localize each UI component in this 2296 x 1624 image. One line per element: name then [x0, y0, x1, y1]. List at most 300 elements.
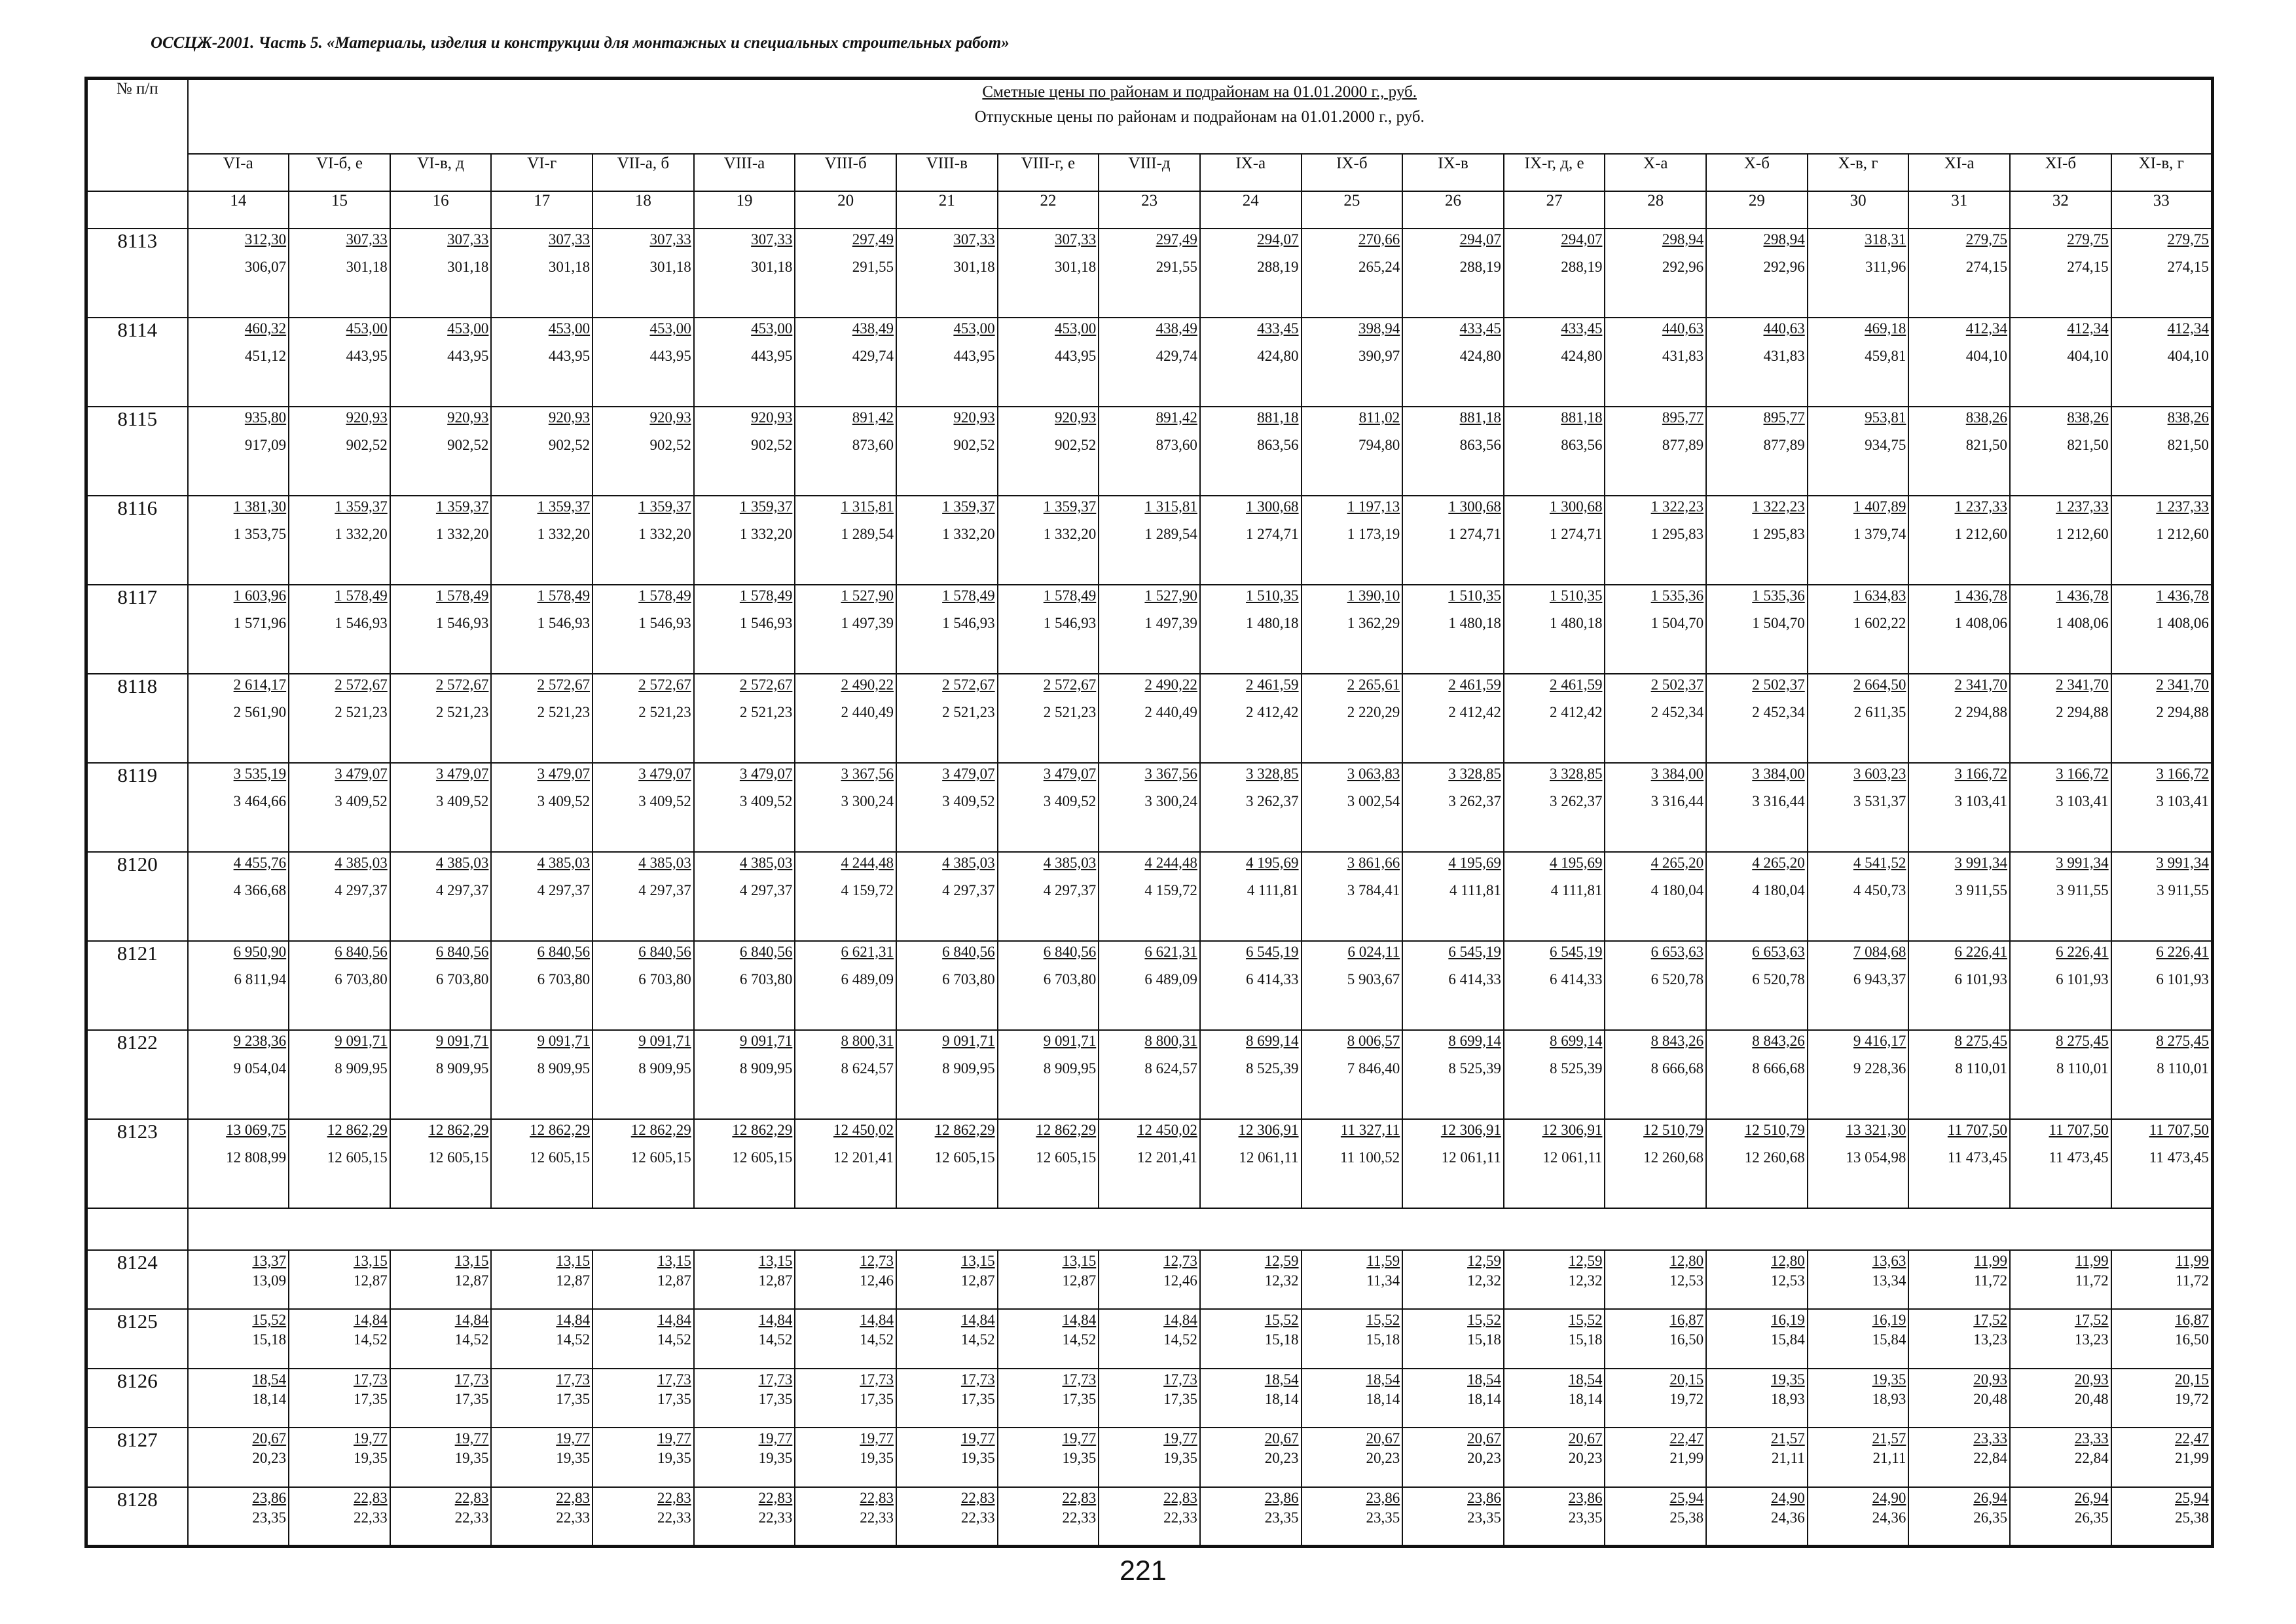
estimate-price: 9 091,71: [942, 1032, 995, 1049]
row-number: 8123: [86, 1119, 188, 1208]
release-price: 6 703,80: [537, 970, 591, 987]
estimate-price: 6 653,63: [1752, 943, 1805, 960]
price-cell: [289, 318, 390, 407]
estimate-price: 895,77: [1662, 409, 1704, 426]
release-price: 443,95: [1055, 347, 1097, 364]
row-number: 8122: [86, 1030, 188, 1119]
estimate-price: 6 840,56: [1043, 943, 1097, 960]
release-price: 17,35: [354, 1390, 388, 1407]
estimate-price: 3 063,83: [1347, 765, 1400, 782]
price-cell: [1605, 1369, 1706, 1428]
price-cell: [1200, 1487, 1302, 1547]
release-price: 8 624,57: [1144, 1060, 1197, 1077]
estimate-price: 19,77: [657, 1430, 691, 1447]
table-row: [86, 229, 2213, 318]
estimate-price: 8 800,31: [841, 1032, 894, 1049]
price-cell: [592, 1250, 694, 1310]
price-cell: [491, 1119, 592, 1208]
estimate-price: 6 024,11: [1347, 943, 1400, 960]
estimate-price: 438,49: [852, 320, 894, 337]
estimate-price: 1 578,49: [638, 587, 691, 604]
price-cell: [998, 1250, 1099, 1310]
price-cell: [2111, 852, 2213, 941]
release-price: 8 525,39: [1246, 1060, 1299, 1077]
price-cell: [694, 1119, 795, 1208]
price-cell: [1302, 1428, 1403, 1487]
release-price: 15,18: [1366, 1331, 1400, 1348]
price-cell: [1402, 1030, 1504, 1119]
row-number: [86, 1208, 188, 1250]
estimate-price: 920,93: [649, 409, 691, 426]
estimate-price: 12 862,29: [428, 1121, 489, 1138]
price-cell: [592, 1369, 694, 1428]
column-number: 22: [998, 191, 1099, 229]
price-cell: [998, 1369, 1099, 1428]
release-price: 6 101,93: [2056, 970, 2109, 987]
price-cell: [1706, 1030, 1808, 1119]
price-cell: [390, 763, 492, 852]
estimate-price: 6 226,41: [2056, 943, 2109, 960]
price-cell: [1706, 585, 1808, 674]
estimate-price: 838,26: [1965, 409, 2008, 426]
estimate-price: 23,86: [252, 1489, 287, 1506]
release-price: 13,23: [2074, 1331, 2109, 1348]
price-cell: [390, 407, 492, 496]
release-price: 22,33: [657, 1509, 691, 1526]
estimate-price: 6 840,56: [942, 943, 995, 960]
price-cell: [491, 318, 592, 407]
estimate-price: 953,81: [1865, 409, 1906, 426]
price-cell: [491, 1309, 592, 1369]
price-cell: [1504, 1428, 1605, 1487]
region-header: X-в, г: [1808, 154, 1909, 191]
estimate-price: 1 578,49: [537, 587, 591, 604]
release-price: 6 703,80: [942, 970, 995, 987]
price-cell: [1706, 1119, 1808, 1208]
estimate-price: 453,00: [953, 320, 995, 337]
estimate-price: 433,45: [1459, 320, 1501, 337]
estimate-price: 6 545,19: [1448, 943, 1501, 960]
price-cell: [1504, 1030, 1605, 1119]
price-cell: [1908, 1030, 2010, 1119]
release-price: 902,52: [1055, 436, 1097, 453]
release-price: 1 504,70: [1752, 614, 1805, 631]
estimate-price: 8 843,26: [1752, 1032, 1805, 1049]
price-cell: [1302, 1250, 1403, 1310]
estimate-price: 412,34: [2067, 320, 2109, 337]
estimate-price: 1 634,83: [1853, 587, 1906, 604]
estimate-price: 433,45: [1561, 320, 1603, 337]
estimate-price: 412,34: [1965, 320, 2008, 337]
price-cell: [1302, 674, 1403, 763]
price-cell: [795, 318, 896, 407]
price-cell: [2111, 496, 2213, 585]
price-cell: [998, 496, 1099, 585]
estimate-price: 1 359,37: [638, 498, 691, 515]
release-price: 12 260,68: [1744, 1149, 1805, 1166]
price-cell: [188, 318, 289, 407]
price-cell: [1908, 318, 2010, 407]
release-price: 292,96: [1763, 258, 1805, 275]
estimate-price: 23,86: [1467, 1489, 1501, 1506]
release-price: 12,87: [657, 1272, 691, 1289]
estimate-price: 318,31: [1865, 231, 1906, 248]
release-price: 17,35: [556, 1390, 591, 1407]
column-number: 15: [289, 191, 390, 229]
release-price: 1 480,18: [1246, 614, 1299, 631]
estimate-price: 3 991,34: [2156, 854, 2209, 871]
release-price: 19,35: [454, 1450, 489, 1466]
release-price: 20,23: [1568, 1450, 1603, 1466]
price-cell: [1504, 674, 1605, 763]
price-cell: [1706, 763, 1808, 852]
price-cell: [1808, 852, 1909, 941]
price-cell: [998, 585, 1099, 674]
estimate-price: 1 578,49: [335, 587, 388, 604]
region-header: XI-б: [2010, 154, 2111, 191]
release-price: 3 911,55: [2056, 881, 2109, 898]
release-price: 6 703,80: [335, 970, 388, 987]
price-cell: [188, 1428, 289, 1487]
price-cell: [1099, 229, 1200, 318]
release-price: 8 909,95: [942, 1060, 995, 1077]
estimate-price: 19,77: [860, 1430, 894, 1447]
price-cell: [1605, 496, 1706, 585]
estimate-price: 1 578,49: [739, 587, 793, 604]
estimate-price: 4 244,48: [1144, 854, 1197, 871]
estimate-price: 6 840,56: [638, 943, 691, 960]
estimate-price: 2 341,70: [2156, 676, 2209, 693]
release-price: 1 408,06: [2056, 614, 2109, 631]
estimate-price: 11 707,50: [1947, 1121, 2008, 1138]
estimate-price: 24,90: [1771, 1489, 1805, 1506]
release-price: 2 412,42: [1448, 703, 1501, 720]
estimate-price: 12 862,29: [1036, 1121, 1097, 1138]
estimate-price: 6 621,31: [841, 943, 894, 960]
estimate-price: 12 306,91: [1440, 1121, 1501, 1138]
release-price: 7 846,40: [1347, 1060, 1400, 1077]
price-cell: [896, 318, 998, 407]
release-price: 404,10: [2167, 347, 2209, 364]
release-price: 2 521,23: [1043, 703, 1097, 720]
estimate-price: 23,33: [2074, 1430, 2109, 1447]
release-price: 12,32: [1467, 1272, 1501, 1289]
estimate-price: 1 578,49: [1043, 587, 1097, 604]
release-price: 1 497,39: [841, 614, 894, 631]
estimate-price: 8 843,26: [1650, 1032, 1704, 1049]
estimate-price: 2 490,22: [1144, 676, 1197, 693]
release-price: 3 262,37: [1448, 792, 1501, 809]
release-price: 20,23: [252, 1450, 287, 1466]
estimate-price: 8 699,14: [1549, 1032, 1603, 1049]
release-price: 873,60: [1156, 436, 1197, 453]
estimate-price: 4 385,03: [638, 854, 691, 871]
estimate-price: 22,47: [1669, 1430, 1704, 1447]
price-cell: [1908, 1250, 2010, 1310]
release-price: 2 452,34: [1650, 703, 1704, 720]
price-cell: [390, 1428, 492, 1487]
price-cell: [188, 1030, 289, 1119]
region-header: VII-а, б: [592, 154, 694, 191]
release-price: 17,35: [758, 1390, 793, 1407]
release-price: 1 332,20: [942, 525, 995, 542]
price-cell: [1504, 318, 1605, 407]
release-price: 1 295,83: [1650, 525, 1704, 542]
release-price: 12,32: [1264, 1272, 1299, 1289]
estimate-price: 3 367,56: [841, 765, 894, 782]
release-price: 26,35: [2074, 1509, 2109, 1526]
price-cell: [1200, 318, 1302, 407]
release-price: 1 332,20: [739, 525, 793, 542]
estimate-price: 440,63: [1662, 320, 1704, 337]
estimate-price: 294,07: [1561, 231, 1603, 248]
estimate-price: 6 226,41: [1954, 943, 2008, 960]
release-price: 17,35: [960, 1390, 995, 1407]
estimate-price: 3 367,56: [1144, 765, 1197, 782]
row-number: 8128: [86, 1487, 188, 1547]
release-price: 390,97: [1358, 347, 1400, 364]
release-price: 14,52: [1163, 1331, 1197, 1348]
release-price: 902,52: [751, 436, 793, 453]
price-cell: [1504, 407, 1605, 496]
estimate-price: 13,15: [556, 1252, 591, 1269]
price-cell: [1605, 1428, 1706, 1487]
price-cell: [694, 1309, 795, 1369]
estimate-price: 1 197,13: [1347, 498, 1400, 515]
price-cell: [1808, 407, 1909, 496]
price-cell: [2010, 1119, 2111, 1208]
estimate-price: 18,54: [1264, 1371, 1299, 1388]
release-price: 4 366,68: [233, 881, 287, 898]
release-price: 22,33: [354, 1509, 388, 1526]
header-row-regions: [86, 154, 2213, 191]
estimate-price: 460,32: [244, 320, 287, 337]
release-price: 443,95: [649, 347, 691, 364]
price-cell: [1605, 1119, 1706, 1208]
release-price: 1 408,06: [1954, 614, 2008, 631]
estimate-price: 438,49: [1156, 320, 1197, 337]
release-price: 424,80: [1257, 347, 1299, 364]
estimate-price: 11 707,50: [2049, 1121, 2109, 1138]
column-number: 20: [795, 191, 896, 229]
price-cell: [1099, 1487, 1200, 1547]
release-price: 23,35: [252, 1509, 287, 1526]
release-price: 9 228,36: [1853, 1060, 1906, 1077]
release-price: 12,46: [1163, 1272, 1197, 1289]
estimate-price: 2 490,22: [841, 676, 894, 693]
release-price: 12,32: [1568, 1272, 1603, 1289]
price-cell: [896, 1309, 998, 1369]
release-price: 429,74: [1156, 347, 1197, 364]
release-price: 1 379,74: [1853, 525, 1906, 542]
release-price: 12 605,15: [630, 1149, 691, 1166]
estimate-price: 3 603,23: [1853, 765, 1906, 782]
estimate-price: 16,19: [1771, 1312, 1805, 1328]
release-price: 11,34: [1366, 1272, 1400, 1289]
estimate-price: 14,84: [860, 1312, 894, 1328]
release-price: 301,18: [447, 258, 489, 275]
estimate-price: 26,94: [2074, 1489, 2109, 1506]
estimate-price: 2 341,70: [2056, 676, 2109, 693]
price-cell: [1808, 229, 1909, 318]
estimate-price: 279,75: [1965, 231, 2008, 248]
estimate-price: 23,86: [1366, 1489, 1400, 1506]
release-price: 14,52: [556, 1331, 591, 1348]
price-cell: [1099, 1030, 1200, 1119]
release-price: 18,14: [252, 1390, 287, 1407]
table-row: [86, 674, 2213, 763]
price-cell: [1706, 941, 1808, 1030]
estimate-price: 920,93: [1055, 409, 1097, 426]
price-cell: [188, 407, 289, 496]
price-cell: [289, 496, 390, 585]
price-cell: [795, 496, 896, 585]
estimate-price: 1 322,23: [1650, 498, 1704, 515]
price-cell: [491, 1369, 592, 1428]
release-price: 22,33: [454, 1509, 489, 1526]
release-price: 12 201,41: [1137, 1149, 1197, 1166]
price-cell: [1402, 407, 1504, 496]
column-number: 32: [2010, 191, 2111, 229]
estimate-price: 17,73: [657, 1371, 691, 1388]
price-cell: [1402, 496, 1504, 585]
price-cell: [1200, 674, 1302, 763]
estimate-price: 1 578,49: [435, 587, 489, 604]
estimate-price: 307,33: [548, 231, 591, 248]
estimate-price: 920,93: [751, 409, 793, 426]
release-price: 1 173,19: [1347, 525, 1400, 542]
estimate-price: 22,83: [1062, 1489, 1097, 1506]
release-price: 15,18: [1467, 1331, 1501, 1348]
price-cell: [2010, 852, 2111, 941]
release-price: 288,19: [1459, 258, 1501, 275]
estimate-price: 6 226,41: [2156, 943, 2209, 960]
release-price: 22,33: [758, 1509, 793, 1526]
estimate-price: 19,77: [454, 1430, 489, 1447]
price-cell: [795, 1030, 896, 1119]
release-price: 1 480,18: [1448, 614, 1501, 631]
release-price: 12 605,15: [428, 1149, 489, 1166]
estimate-price: 2 572,67: [942, 676, 995, 693]
release-price: 1 546,93: [638, 614, 691, 631]
price-cell: [1402, 1428, 1504, 1487]
column-number: 33: [2111, 191, 2213, 229]
estimate-price: 279,75: [2167, 231, 2209, 248]
price-cell: [1808, 1428, 1909, 1487]
release-price: 13 054,98: [1846, 1149, 1906, 1166]
estimate-price: 2 572,67: [435, 676, 489, 693]
estimate-price: 1 578,49: [942, 587, 995, 604]
price-cell: [998, 229, 1099, 318]
release-price: 3 409,52: [942, 792, 995, 809]
estimate-price: 19,35: [1872, 1371, 1906, 1388]
estimate-price: 4 195,69: [1549, 854, 1603, 871]
price-cell: [1908, 407, 2010, 496]
release-price: 13,09: [252, 1272, 287, 1289]
release-price: 17,35: [657, 1390, 691, 1407]
release-price: 1 332,20: [537, 525, 591, 542]
release-price: 306,07: [244, 258, 287, 275]
price-cell: [1605, 229, 1706, 318]
estimate-price: 17,73: [1163, 1371, 1197, 1388]
price-cell: [896, 1369, 998, 1428]
price-cell: [998, 1119, 1099, 1208]
estimate-price: 3 328,85: [1549, 765, 1603, 782]
estimate-price: 12,80: [1771, 1252, 1805, 1269]
estimate-price: 11 707,50: [2149, 1121, 2209, 1138]
price-cell: [592, 407, 694, 496]
price-cell: [2111, 1369, 2213, 1428]
price-cell: [998, 407, 1099, 496]
release-price: 14,52: [657, 1331, 691, 1348]
release-price: 6 520,78: [1752, 970, 1805, 987]
release-price: 16,50: [2175, 1331, 2209, 1348]
estimate-price: 891,42: [1156, 409, 1197, 426]
estimate-price: 8 275,45: [2156, 1032, 2209, 1049]
price-cell: [694, 407, 795, 496]
estimate-price: 307,33: [953, 231, 995, 248]
estimate-price: 920,93: [548, 409, 591, 426]
price-cell: [1706, 407, 1808, 496]
price-cell: [896, 763, 998, 852]
release-price: 877,89: [1763, 436, 1805, 453]
price-cell: [1706, 1309, 1808, 1369]
release-price: 902,52: [953, 436, 995, 453]
estimate-price: 22,83: [354, 1489, 388, 1506]
price-cell: [1302, 1030, 1403, 1119]
release-price: 863,56: [1561, 436, 1603, 453]
price-cell: [998, 1309, 1099, 1369]
title-line-release: Отпускные цены по районам и подрайонам на 01.01.2000 г., руб.: [974, 108, 1425, 126]
table-row: [86, 496, 2213, 585]
release-price: 288,19: [1561, 258, 1603, 275]
estimate-price: 3 166,72: [2156, 765, 2209, 782]
table-row: [86, 1119, 2213, 1208]
price-cell: [1402, 1487, 1504, 1547]
estimate-price: 3 479,07: [335, 765, 388, 782]
estimate-price: 8 800,31: [1144, 1032, 1197, 1049]
release-price: 2 220,29: [1347, 703, 1400, 720]
price-cell: [1402, 585, 1504, 674]
release-price: 3 409,52: [537, 792, 591, 809]
price-cell: [2010, 496, 2111, 585]
estimate-price: 2 265,61: [1347, 676, 1400, 693]
price-cell: [795, 229, 896, 318]
estimate-price: 9 091,71: [739, 1032, 793, 1049]
price-cell: [1402, 1369, 1504, 1428]
release-price: 20,48: [2074, 1390, 2109, 1407]
estimate-price: 1 300,68: [1246, 498, 1299, 515]
price-cell: [2111, 1250, 2213, 1310]
price-cell: [1200, 1250, 1302, 1310]
estimate-price: 4 385,03: [1043, 854, 1097, 871]
row-number: 8116: [86, 496, 188, 585]
release-price: 19,35: [1062, 1450, 1097, 1466]
release-price: 1 289,54: [841, 525, 894, 542]
price-cell: [1504, 1487, 1605, 1547]
release-price: 3 103,41: [2156, 792, 2209, 809]
estimate-price: 469,18: [1865, 320, 1906, 337]
release-price: 291,55: [1156, 258, 1197, 275]
price-cell: [188, 1487, 289, 1547]
estimate-price: 22,83: [1163, 1489, 1197, 1506]
price-cell: [188, 941, 289, 1030]
estimate-price: 9 091,71: [335, 1032, 388, 1049]
estimate-price: 453,00: [1055, 320, 1097, 337]
release-price: 2 294,88: [2056, 703, 2109, 720]
estimate-price: 298,94: [1662, 231, 1704, 248]
release-price: 821,50: [2167, 436, 2209, 453]
